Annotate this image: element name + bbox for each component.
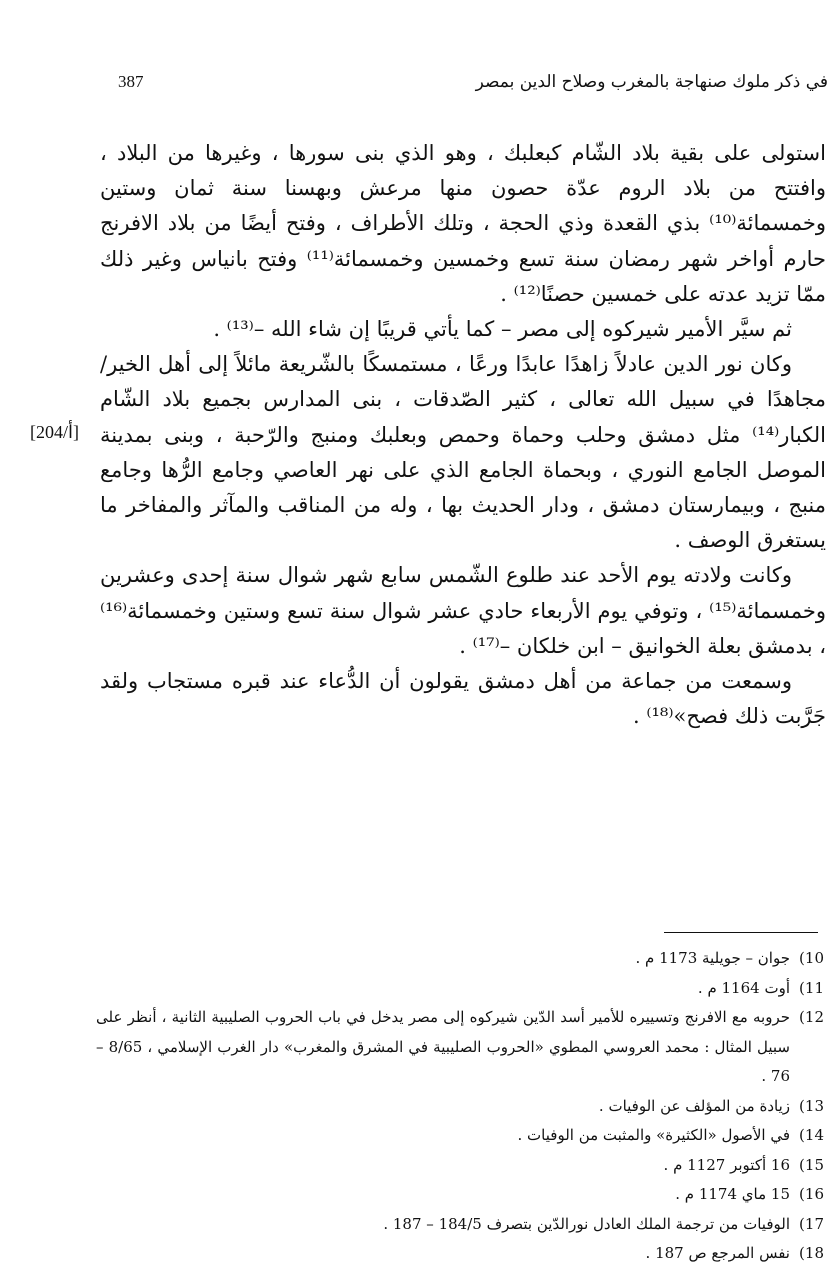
footnote-text: جوان – جويلية 1173 م . <box>635 949 790 967</box>
footnote-text: الوفيات من ترجمة الملك العادل نورالدّين بتصرف 184/5 – 187 . <box>383 1214 790 1233</box>
footnote <box>96 1121 824 1151</box>
footnote-number: 15) <box>799 1155 824 1174</box>
footnote <box>96 1151 824 1181</box>
footnote-text: 15 ماي 1174 م . <box>675 1185 790 1203</box>
running-head: في ذكر ملوك صنهاجة بالمغرب وصلاح الدين بمصر <box>475 72 828 92</box>
paragraph: وكانت ولادته يوم الأحد عند طلوع الشّمس سابع شهر شوال سنة إحدى وعشرين وخمسمائة⁽¹⁵⁾ ، وتوفي يوم الأربعاء حادي عشر شوال سنة تسع وستين وخمسمائة⁽¹⁶⁾ ، بدمشق بعلة الخوانيق – ابن خلكان –⁽¹⁷⁾ . <box>100 563 826 658</box>
folio-margin-note: [204/أ] <box>30 422 80 442</box>
footnote-number: 16) <box>799 1185 824 1203</box>
footnote <box>96 1239 824 1269</box>
footnote-number: 17) <box>799 1214 824 1233</box>
paragraph: استولى على بقية بلاد الشّام كبعلبك ، وهو الذي بنى سورها ، وغيرها من البلاد ، وافتتح من بلاد الروم عدّة حصون منها مرعش وبهسنا سنة ثمان وستين وخمسمائة⁽¹⁰⁾ بذي القعدة وذي الحجة ، وتلك الأطراف ، وفتح أيضًا من بلاد الافرنج حارم أواخر شهر رمضان سنة تسع وخمسين وخمسمائة⁽¹¹⁾ وفتح بانياس وغير ذلك ممّا تزيد عدته على خمسين حصنًا⁽¹²⁾ . <box>100 141 826 306</box>
footnote <box>96 944 824 974</box>
footnote-text: زيادة من المؤلف عن الوفيات . <box>598 1096 790 1115</box>
footnote-number: 18) <box>799 1244 824 1262</box>
footnote-divider <box>664 932 818 933</box>
footnote-number: 12) <box>799 1008 824 1026</box>
paragraph: وكان نور الدين عادلاً زاهدًا عابدًا ورعًا ، مستمسكًا بالشّريعة مائلاً إلى أهل الخير/ مجاهدًا في سبيل الله تعالى ، كثير الصّدقات ، بنى المدارس بجميع بلاد الشّام الكبار⁽¹⁴⁾ مثل دمشق وحلب وحماة وحمص وبعلبك ومنبج والرّحبة ، وبنى بمدينة الموصل الجامع النوري ، وبحماة الجامع الذي على نهر العاصي وجامع الرُّها وجامع منبج ، وبيمارستان دمشق ، ودار الحديث بها ، وله من المناقب والمآثر والمفاخر ما يستغرق الوصف . <box>100 352 826 553</box>
footnote-text: في الأصول «الكثيرة» والمثبت من الوفيات . <box>517 1126 790 1144</box>
footnote-number: 10) <box>799 949 824 967</box>
footnote-number: 14) <box>799 1126 824 1144</box>
footnote <box>96 1092 824 1122</box>
main-text <box>100 136 826 734</box>
footnote <box>96 1210 824 1240</box>
footnote <box>96 974 824 1004</box>
footnote-number: 11) <box>799 978 824 997</box>
page-number: 387 <box>118 72 144 91</box>
footnote-text: 16 أكتوبر 1127 م . <box>663 1155 790 1174</box>
footnote <box>96 1180 824 1210</box>
footnote <box>96 1003 824 1092</box>
footnote-text: أوت 1164 م . <box>697 978 790 997</box>
paragraph: وسمعت من جماعة من أهل دمشق يقولون أن الدُّعاء عند قبره مستجاب ولقد جَرَّبت ذلك فصح»⁽¹⁸⁾ . <box>100 669 826 729</box>
footnote-text: حروبه مع الافرنج وتسييره للأمير أسد الدّين شيركوه إلى مصر يدخل في باب الحروب الصليبية الثانية ، أنظر على سبيل المثال : محمد العروسي المطوي «الحروب الصليبية في المشرق والمغرب» دار الغرب الإسلامي ، 8/65 – 76 . <box>96 1008 790 1085</box>
paragraph: ثم سيَّر الأمير شيركوه إلى مصر – كما يأتي قريبًا إن شاء الله –⁽¹³⁾ . <box>213 317 792 342</box>
footnotes <box>96 944 824 1269</box>
footnote-text: نفس المرجع ص 187 . <box>645 1244 790 1262</box>
footnote-number: 13) <box>799 1096 824 1115</box>
